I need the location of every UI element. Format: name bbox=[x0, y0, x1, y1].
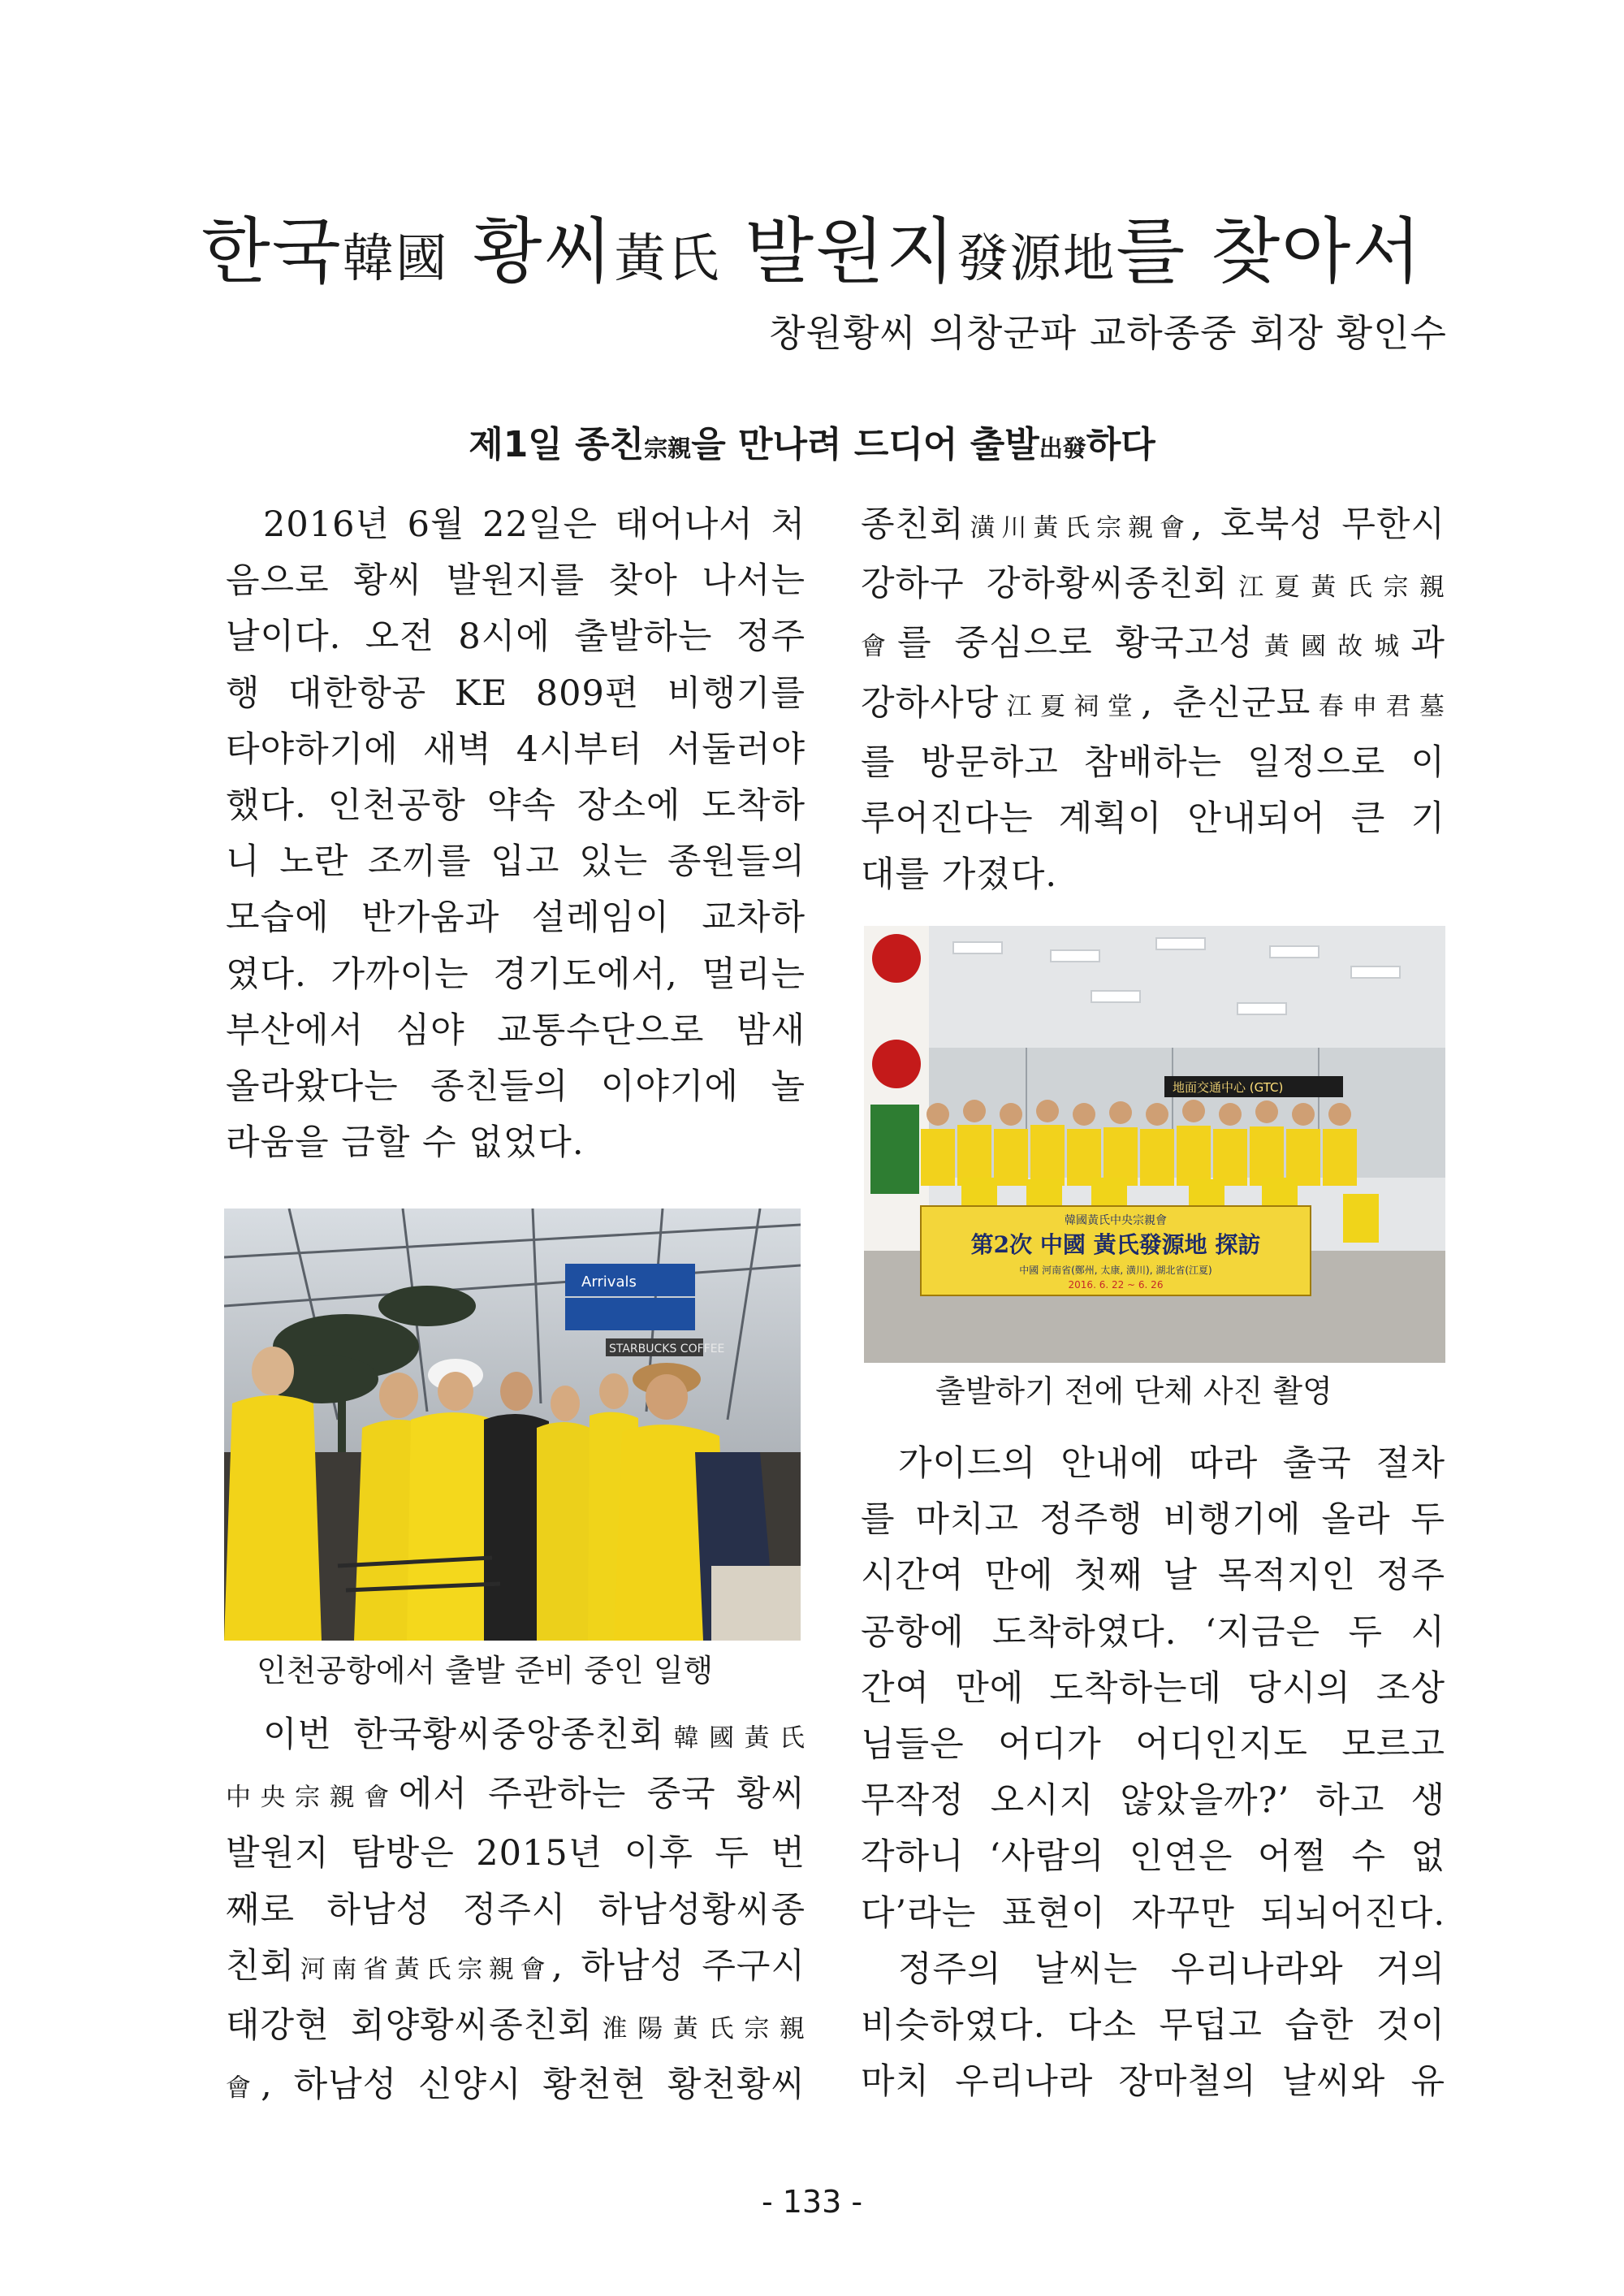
sign-text: 地面交通中心 (GTC) bbox=[1173, 1080, 1284, 1095]
hanja-run: 黃國故城 bbox=[1253, 632, 1411, 662]
title-text: 발원지 bbox=[745, 210, 957, 293]
right-column bbox=[861, 497, 1445, 903]
text-line: 님들은 어디가 어디인지도 모르고 bbox=[861, 1724, 1445, 1766]
text-run: 강하구 강하황씨종친회 bbox=[861, 564, 1229, 605]
text-line bbox=[226, 1939, 806, 1998]
section-heading bbox=[0, 421, 1624, 473]
hanja-run: 潢川黃氏宗親會 bbox=[964, 513, 1191, 543]
text-line: 올라왔다는 종친들의 이야기에 놀 bbox=[226, 1066, 806, 1108]
paragraph bbox=[861, 497, 1445, 903]
text-line: 2016년 6월 22일은 태어나서 처 bbox=[263, 504, 806, 545]
text-line: 음으로 황씨 발원지를 찾아 나서는 bbox=[226, 560, 806, 602]
text-run: , 호북성 무한시 bbox=[1190, 504, 1445, 545]
text-run: 이번 한국황씨중앙종친회 bbox=[263, 1714, 665, 1755]
text-line bbox=[226, 1998, 806, 2057]
text-line: 대를 가졌다. bbox=[861, 854, 1058, 896]
text-run: , 춘신군묘 bbox=[1141, 682, 1311, 724]
author-byline: 창원황씨 의창군파 교하종중 회장 황인수 bbox=[769, 311, 1447, 355]
text-line: 시간여 만에 첫째 날 목적지인 정주 bbox=[861, 1555, 1445, 1597]
banner-text: 2016. 6. 22 ~ 6. 26 bbox=[1068, 1279, 1164, 1291]
text-line: 비슷하였다. 다소 무덥고 습한 것이 bbox=[861, 2005, 1445, 2047]
text-line: 가이드의 안내에 따라 출국 절차 bbox=[898, 1443, 1445, 1484]
hanja-run: 河南省黃氏宗親會 bbox=[295, 1954, 552, 1984]
text-line bbox=[861, 676, 1445, 735]
text-line bbox=[861, 556, 1445, 616]
text-run: 강하사당 bbox=[861, 682, 1000, 724]
photo-illustration bbox=[224, 1209, 801, 1641]
right-column-continued bbox=[861, 1436, 1445, 2110]
text-line: 각하니 ‘사람의 인연은 어쩔 수 없 bbox=[861, 1836, 1445, 1878]
hanja-run: 會 bbox=[861, 632, 898, 662]
heading-hanja: 出發 bbox=[1039, 435, 1086, 462]
hanja-run: 中央宗親會 bbox=[226, 1783, 399, 1813]
hanja-run: 江夏黃氏宗親 bbox=[1228, 573, 1445, 603]
text-line: 했다. 인천공항 약속 장소에 도착하 bbox=[226, 785, 806, 827]
heading-text: 제1일 종친 bbox=[469, 424, 645, 465]
page-title bbox=[0, 207, 1624, 303]
text-line: 정주의 날씨는 우리나라와 거의 bbox=[898, 1948, 1445, 1990]
text-line bbox=[226, 1707, 806, 1766]
text-run: 친회 bbox=[226, 1945, 296, 1987]
text-line: 째로 하남성 정주시 하남성황씨종 bbox=[226, 1889, 806, 1931]
text-line: 루어진다는 계획이 안내되어 큰 기 bbox=[861, 798, 1445, 840]
heading-text: 을 만나려 드디어 출발 bbox=[691, 424, 1039, 465]
text-run: , 하남성 주구시 bbox=[551, 1945, 806, 1987]
text-line: 를 마치고 정주행 비행기에 올라 두 bbox=[861, 1499, 1445, 1541]
paragraph bbox=[861, 1436, 1445, 1942]
photo-group-departure bbox=[864, 926, 1445, 1363]
photo-caption: 출발하기 전에 단체 사진 촬영 bbox=[935, 1373, 1332, 1409]
text-line: 다’라는 표현이 자꾸만 되뇌어진다. bbox=[861, 1892, 1445, 1934]
title-hanja: 韓國 bbox=[342, 228, 449, 288]
banner-text: 第2次 中國 黃氏發源地 探訪 bbox=[970, 1231, 1261, 1258]
text-line: 를 방문하고 참배하는 일정으로 이 bbox=[861, 742, 1445, 783]
sign-text: Arrivals bbox=[581, 1273, 637, 1291]
photo-illustration bbox=[864, 926, 1445, 1363]
hanja-run: 會 bbox=[226, 2073, 261, 2104]
heading-text: 하다 bbox=[1086, 424, 1155, 465]
text-line bbox=[861, 616, 1445, 675]
banner-text: 中國 河南省(鄭州, 太康, 潢川), 湖北省(江夏) bbox=[1019, 1265, 1212, 1276]
hanja-run: 江夏祠堂 bbox=[999, 691, 1142, 721]
text-line: 타야하기에 새벽 4시부터 서둘러야 bbox=[226, 729, 806, 770]
sign-text: STARBUCKS COFFEE bbox=[609, 1343, 725, 1356]
text-line bbox=[226, 1766, 806, 1826]
text-line: 니 노란 조끼를 입고 있는 종원들의 bbox=[226, 841, 806, 883]
title-text: 황씨 bbox=[473, 210, 615, 293]
text-line bbox=[861, 497, 1445, 556]
text-line: 마치 우리나라 장마철의 날씨와 유 bbox=[861, 2061, 1445, 2103]
left-column bbox=[226, 497, 806, 1171]
text-run: 태강현 회양황씨종친회 bbox=[226, 2005, 593, 2047]
photo-incheon-airport bbox=[224, 1209, 801, 1641]
text-run: 종친회 bbox=[861, 504, 965, 545]
text-line bbox=[226, 2057, 806, 2117]
text-run: 과 bbox=[1410, 623, 1445, 664]
text-line: 모습에 반가움과 설레임이 교차하 bbox=[226, 897, 806, 939]
hanja-run: 春申君墓 bbox=[1311, 691, 1445, 721]
text-line: 무작정 오시지 않았을까?’ 하고 생 bbox=[861, 1780, 1445, 1822]
text-line: 발원지 탐방은 2015년 이후 두 번 bbox=[226, 1833, 806, 1874]
text-line: 부산에서 심야 교통수단으로 밤새 bbox=[226, 1010, 806, 1051]
heading-hanja: 宗親 bbox=[644, 435, 692, 462]
left-column-continued bbox=[226, 1707, 806, 2117]
paragraph bbox=[861, 1942, 1445, 2111]
banner-text: 韓國黃氏中央宗親會 bbox=[1065, 1214, 1167, 1227]
text-line: 라움을 금할 수 없었다. bbox=[226, 1122, 585, 1164]
title-hanja: 黃氏 bbox=[614, 228, 721, 288]
text-run: 에서 주관하는 중국 황씨 bbox=[398, 1774, 806, 1815]
hanja-run: 淮陽黃氏宗親 bbox=[592, 2014, 806, 2044]
page-number: - 133 - bbox=[761, 2184, 863, 2220]
photo-caption: 인천공항에서 출발 준비 중인 일행 bbox=[257, 1653, 714, 1688]
text-line: 공항에 도착하였다. ‘지금은 두 시 bbox=[861, 1611, 1445, 1653]
title-text: 한국 bbox=[201, 210, 343, 293]
hanja-run: 韓國黃氏 bbox=[664, 1723, 806, 1753]
text-line: 행 대한항공 KE 809편 비행기를 bbox=[226, 672, 806, 714]
text-run: 를 중심으로 황국고성 bbox=[897, 623, 1254, 664]
text-run: , 하남성 신양시 황천현 황천황씨 bbox=[261, 2065, 806, 2106]
paragraph bbox=[226, 497, 806, 1171]
title-hanja: 發源地 bbox=[957, 228, 1116, 288]
title-text: 를 찾아서 bbox=[1116, 210, 1423, 293]
paragraph bbox=[226, 1707, 806, 2117]
text-line: 였다. 가까이는 경기도에서, 멀리는 bbox=[226, 953, 806, 995]
text-line: 날이다. 오전 8시에 출발하는 정주 bbox=[226, 616, 806, 658]
text-line: 간여 만에 도착하는데 당시의 조상 bbox=[861, 1667, 1445, 1709]
